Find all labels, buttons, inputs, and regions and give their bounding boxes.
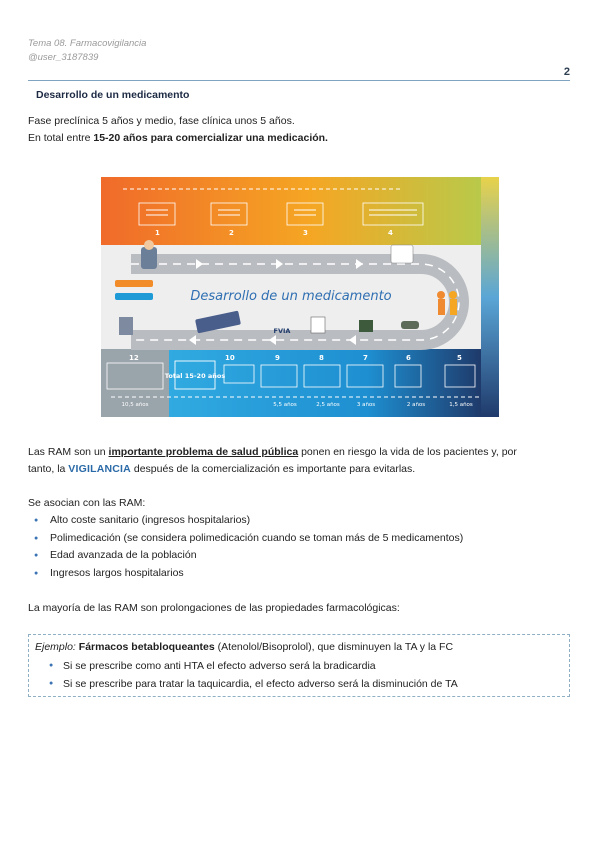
list-item: ● Si se prescribe para tratar la taquicardia, el efecto adverso será la disminución de TA — [39, 675, 458, 693]
example-label: Ejemplo: — [35, 641, 76, 653]
duration-5: 2 años — [406, 402, 426, 408]
list-item: ● Si se prescribe como anti HTA el efecto adverso será la bradicardia — [39, 657, 458, 675]
bottom-step-10: 10 — [225, 354, 235, 362]
header-topic: Tema 08. Farmacovigilancia — [28, 38, 147, 49]
list-item: ● Edad avanzada de la población — [30, 547, 463, 565]
list-item: ● Alto coste sanitario (ingresos hospitalarios) — [30, 512, 463, 530]
header-user: @user_3187839 — [28, 52, 99, 63]
intro-line-2-bold: 15-20 años para comercializar una medicación. — [93, 132, 328, 144]
fvia-logo-text: FVIA — [273, 327, 291, 335]
example-line — [35, 641, 453, 653]
example-rest: (Atenolol/Bisoprolol), que disminuyen la TA y la FC — [214, 641, 454, 653]
ram-text-3: tanto, la — [28, 463, 69, 475]
top-step-2: 2 — [229, 229, 234, 237]
associated-list — [30, 512, 463, 582]
top-step-1: 1 — [155, 229, 160, 237]
bottom-step-9: 9 — [275, 354, 280, 362]
duration-4: 3 años — [356, 402, 376, 408]
ram-vigilance: VIGILANCIA — [68, 463, 131, 475]
top-step-4: 4 — [388, 229, 393, 237]
top-step-3: 3 — [303, 229, 308, 237]
ram-text-2: ponen en riesgo la vida de los pacientes y, por — [298, 446, 517, 458]
intro-line-2 — [28, 131, 328, 146]
total-duration-label: Total 15-20 años — [164, 372, 226, 380]
ram-line-1 — [28, 445, 517, 460]
example-bold: Fármacos betabloqueantes — [78, 641, 215, 653]
header-divider — [28, 80, 570, 81]
intro-line-1: Fase preclínica 5 años y medio, fase clínica unos 5 años. — [28, 115, 295, 127]
page-number: 2 — [563, 66, 570, 78]
duration-2: 5,5 años — [273, 402, 297, 408]
bottom-step-7: 7 — [363, 354, 368, 362]
duration-1: 10,5 años — [121, 402, 149, 408]
bottom-step-12: 12 — [129, 354, 139, 362]
duration-3: 2,5 años — [316, 402, 340, 408]
majority-text: La mayoría de las RAM son prolongaciones de las propiedades farmacológicas: — [28, 602, 400, 614]
bottom-step-6: 6 — [406, 354, 411, 362]
ram-text-4: después de la comercialización es importante para evitarlas. — [130, 463, 416, 475]
intro-line-2-prefix: En total entre — [28, 132, 94, 144]
figure-title: Desarrollo de un medicamento — [190, 289, 392, 304]
ram-text-1: Las RAM son un — [28, 446, 109, 458]
ram-line-2 — [28, 462, 415, 477]
associated-intro: Se asocian con las RAM: — [28, 497, 146, 509]
duration-6: 1,5 años — [449, 402, 473, 408]
bottom-step-8: 8 — [319, 354, 324, 362]
example-box — [28, 634, 570, 697]
example-list — [39, 657, 458, 693]
section-title: Desarrollo de un medicamento — [36, 89, 190, 101]
list-item: ● Ingresos largos hospitalarios — [30, 565, 463, 583]
ram-highlight: importante problema de salud pública — [108, 446, 299, 458]
bottom-step-5: 5 — [457, 354, 462, 362]
drug-development-infographic — [101, 177, 499, 417]
list-item: ● Polimedicación (se considera polimedicación cuando se toman más de 5 medicamentos) — [30, 530, 463, 548]
